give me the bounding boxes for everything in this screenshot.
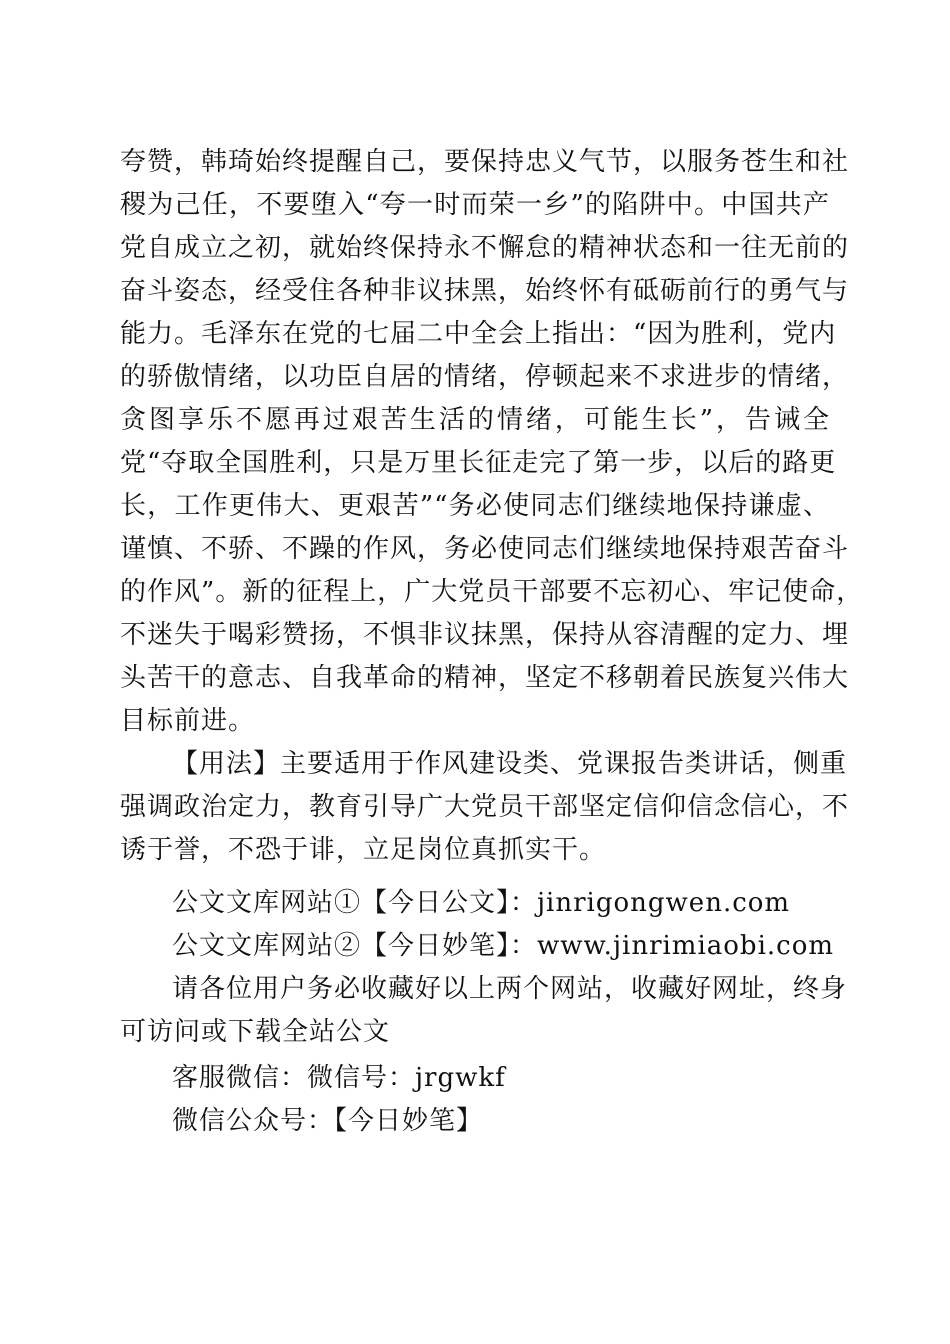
paragraph-line: 谨慎、不骄、不躁的作风，务必使同志们继续地保持艰苦奋斗 xyxy=(120,534,850,564)
usage-paragraph-line: 强调政治定力，教育引导广大党员干部坚定信仰信念信心，不 xyxy=(120,792,850,822)
notice-line: 可访问或下载全站公文 xyxy=(120,1017,391,1047)
paragraph-line: 能力。毛泽东在党的七届二中全会上指出：“因为胜利，党内 xyxy=(120,319,837,349)
service-wechat: 客服微信：微信号：jrgwkf xyxy=(172,1063,506,1093)
paragraph-line: 贪图享乐不愿再过艰苦生活的情绪，可能生长”，告诫全 xyxy=(120,405,830,435)
paragraph-line: 党“夺取全国胜利，只是万里长征走完了第一步，以后的路更 xyxy=(120,448,837,478)
paragraph-line: 长，工作更伟大、更艰苦”“务必使同志们继续地保持谦虚、 xyxy=(120,491,830,521)
paragraph-line: 奋斗姿态，经受住各种非议抹黑，始终怀有砥砺前行的勇气与 xyxy=(120,276,850,306)
usage-paragraph-line: 【用法】主要适用于作风建设类、党课报告类讲话，侧重 xyxy=(172,749,848,779)
paragraph-line: 稷为己任，不要堕入“夸一时而荣一乡”的陷阱中。中国共产 xyxy=(120,190,830,220)
public-account: 微信公众号：【今日妙笔】 xyxy=(172,1106,484,1136)
site-link-2: 公文文库网站②【今日妙笔】：www.jinrimiaobi.com xyxy=(172,931,835,961)
paragraph-line: 目标前进。 xyxy=(120,706,256,736)
paragraph-line: 夸赞，韩琦始终提醒自己，要保持忠义气节，以服务苍生和社 xyxy=(120,147,850,177)
notice-line: 请各位用户务必收藏好以上两个网站，收藏好网址，终身 xyxy=(172,974,848,1004)
usage-paragraph-line: 诱于誉，不恐于诽，立足岗位真抓实干。 xyxy=(120,835,607,865)
site-link-1: 公文文库网站①【今日公文】：jinrigongwen.com xyxy=(172,888,791,918)
paragraph-line: 的骄傲情绪，以功臣自居的情绪，停顿起来不求进步的情绪， xyxy=(120,362,850,392)
paragraph-line: 的作风”。新的征程上，广大党员干部要不忘初心、牢记使命， xyxy=(120,577,864,607)
paragraph-line: 党自成立之初，就始终保持永不懈怠的精神状态和一往无前的 xyxy=(120,233,850,263)
paragraph-line: 头苦干的意志、自我革命的精神，坚定不移朝着民族复兴伟大 xyxy=(120,663,850,693)
paragraph-line: 不迷失于喝彩赞扬，不惧非议抹黑，保持从容清醒的定力、埋 xyxy=(120,620,850,650)
